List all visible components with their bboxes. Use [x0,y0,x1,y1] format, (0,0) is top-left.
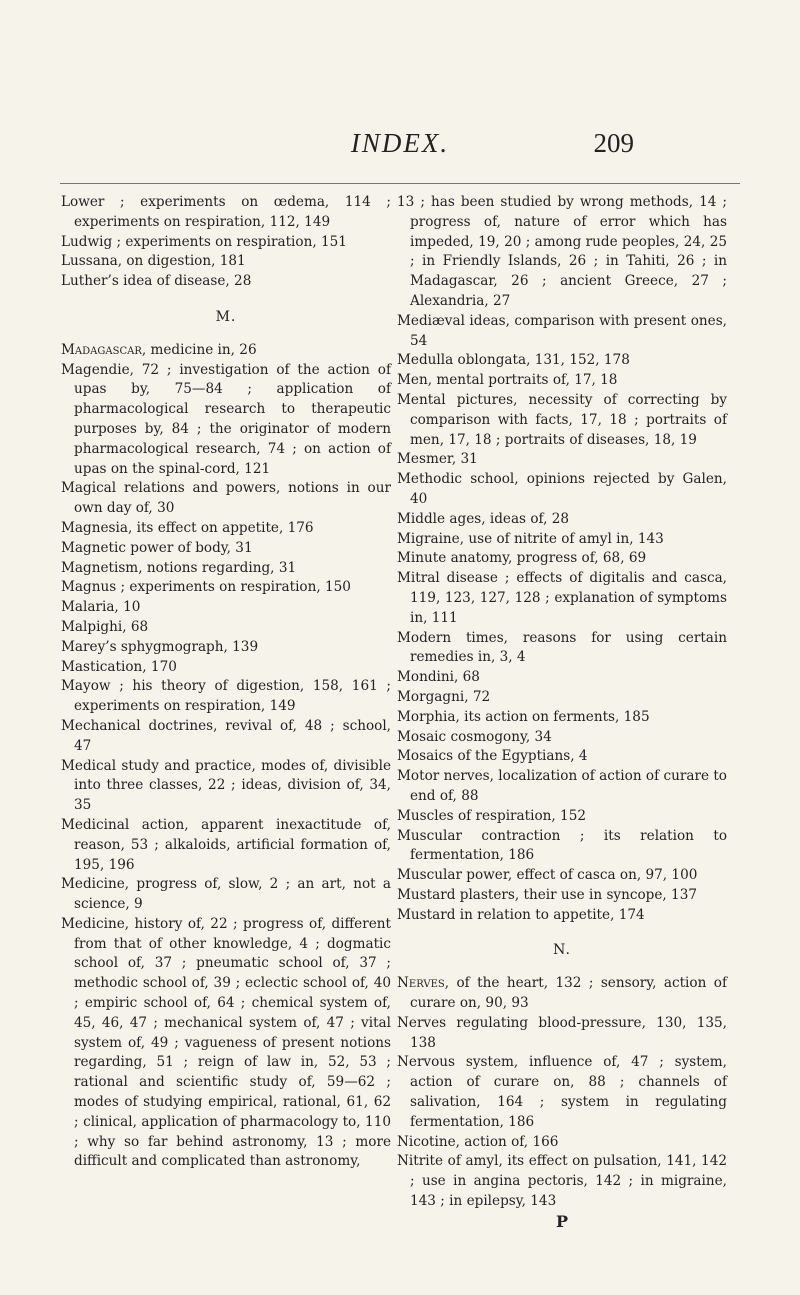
index-entry: Mental pictures, necessity of correcting by comparison with facts, 17, 18 ; portraits of men, 17, 18 ; portraits of diseases, 18, 19 [397,391,727,448]
index-entry: Nerves regulating blood-pressure, 130, 135, 138 [397,1014,727,1051]
left-entries-a [61,193,391,292]
index-entry: Medicinal action, apparent inexactitude of, reason, 53 ; alkaloids, artificial formation of, 195, 196 [61,816,391,873]
right-entries-a [397,193,727,925]
index-entry: Medicine, progress of, slow, 2 ; an art, not a science, 9 [61,876,391,913]
signature-mark: P [555,1211,569,1231]
index-entry: Modern times, reasons for using certain remedies in, 3, 4 [397,629,727,666]
index-entry: Magnesia, its effect on appetite, 176 [61,519,314,536]
index-entry: Minute anatomy, progress of, 68, 69 [397,550,647,567]
index-entry: Malaria, 10 [61,599,141,616]
index-entry [397,974,727,1014]
left-column [61,193,391,1172]
index-entry: Mesmer, 31 [397,451,478,468]
index-entry: Luther’s idea of disease, 28 [61,273,252,290]
right-entries-b [397,1014,727,1212]
entry-rest: of the heart, 132 ; sensory, action of curare on, 90, 93 [410,975,727,1012]
index-entry: Mustard plasters, their use in syncope, 137 [397,886,697,903]
index-entry: Mustard in relation to appetite, 174 [397,906,645,923]
page-number: 209 [593,128,634,158]
index-entry: Mondini, 68 [397,669,480,686]
index-entry: Magnetism, notions regarding, 31 [61,559,297,576]
index-entry: Mastication, 170 [61,658,177,675]
index-entry: Lower ; experiments on œdema, 114 ; experiments on respiration, 112, 149 [61,194,391,230]
index-entry: Mechanical doctrines, revival of, 48 ; school, 47 [61,717,391,754]
index-entry: 13 ; has been studied by wrong methods, 14 ; progress of, nature of error which has impeded, 19, 20 ; among rude peoples, 24, 25 ; in Friendly Islands, 26 ; in Tahiti, 26 ; in Madagascar, 26 ; ancient Greece, 27 ; Alexandria, 27 [397,194,727,309]
index-entry: Muscular power, effect of casca on, 97, 100 [397,867,698,884]
index-entry: Magical relations and powers, notions in our own day of, 30 [61,480,391,517]
index-entry: Nitrite of amyl, its effect on pulsation, 141, 142 ; use in angina pectoris, 142 ; in migraine, 143 ; in epilepsy, 143 [397,1153,727,1210]
index-entry: Methodic school, opinions rejected by Galen, 40 [397,471,727,507]
index-entry: Muscular contraction ; its relation to fermentation, 186 [397,827,727,864]
index-entry: Motor nerves, localization of action of curare to end of, 88 [397,768,727,804]
index-entry: Migraine, use of nitrite of amyl in, 143 [397,530,664,547]
entry-rest: medicine in, 26 [146,341,257,358]
entry-head: Nerves, [397,975,450,992]
section-letter-m: M. [215,308,237,325]
right-column [397,193,727,1232]
header-rule [60,183,740,184]
index-entry: Magnus ; experiments on respiration, 150 [61,579,351,596]
index-entry: Mosaic cosmogony, 34 [397,728,552,745]
index-entry: Medical study and practice, modes of, divisible into three classes, 22 ; ideas, division of, 34, 35 [61,757,391,814]
index-entry: Nicotine, action of, 166 [397,1133,559,1150]
index-entry: Marey’s sphygmograph, 139 [61,638,259,655]
page-header [0,128,800,168]
index-entry: Men, mental portraits of, 17, 18 [397,372,618,389]
index-entry: Mayow ; his theory of digestion, 158, 161 ; experiments on respiration, 149 [61,678,391,715]
index-entry: Lussana, on digestion, 181 [61,253,246,270]
entry-head: Madagascar, [61,341,147,358]
index-entry: Medulla oblongata, 131, 152, 178 [397,352,630,369]
index-entry: Nervous system, influence of, 47 ; system, action of curare on, 88 ; channels of salivation, 164 ; system in regulating fermentation, 186 [397,1054,727,1130]
left-entries-b [61,361,391,1173]
index-entry: Mediæval ideas, comparison with present ones, 54 [397,312,727,349]
index-entry: Morgagni, 72 [397,688,491,705]
page-title: INDEX. [350,128,450,158]
index-entry: Magnetic power of body, 31 [61,539,253,556]
index-entry: Ludwig ; experiments on respiration, 151 [61,233,347,250]
index-entry: Malpighi, 68 [61,618,149,635]
index-entry: Middle ages, ideas of, 28 [397,510,570,527]
index-entry: Mosaics of the Egyptians, 4 [397,748,588,765]
index-entry: Morphia, its action on ferments, 185 [397,708,650,725]
section-letter-n: N. [553,942,571,959]
index-entry: Muscles of respiration, 152 [397,807,586,824]
index-entry: Medicine, history of, 22 ; progress of, different from that of other knowledge, 4 ; dogmatic school of, 37 ; pneumatic school of, 37 ; methodic school of, 39 ; eclectic school of, 40 ; empiric school of, 64 ; chemical system of, 45, 46, 47 ; mechanical system of, 47 ; vital system of, 49 ; vagueness of present notions regarding, 51 ; reign of law in, 52, 53 ; rational and scientific study of, 59—62 ; modes of studying empirical, rational, 61, 62 ; clinical, application of pharmacology to, 110 ; why so far behind astronomy, 13 ; more difficult and complicated than astronomy, [61,915,391,1170]
index-entry: Magendie, 72 ; investigation of the action of upas by, 75—84 ; application of pharmacological research to therapeutic purposes by, 84 ; the originator of modern pharmacological research, 74 ; on action of upas on the spinal-cord, 121 [61,361,391,477]
index-entry: Mitral disease ; effects of digitalis and casca, 119, 123, 127, 128 ; explanation of symptoms in, 111 [397,570,727,626]
index-entry [61,341,391,361]
